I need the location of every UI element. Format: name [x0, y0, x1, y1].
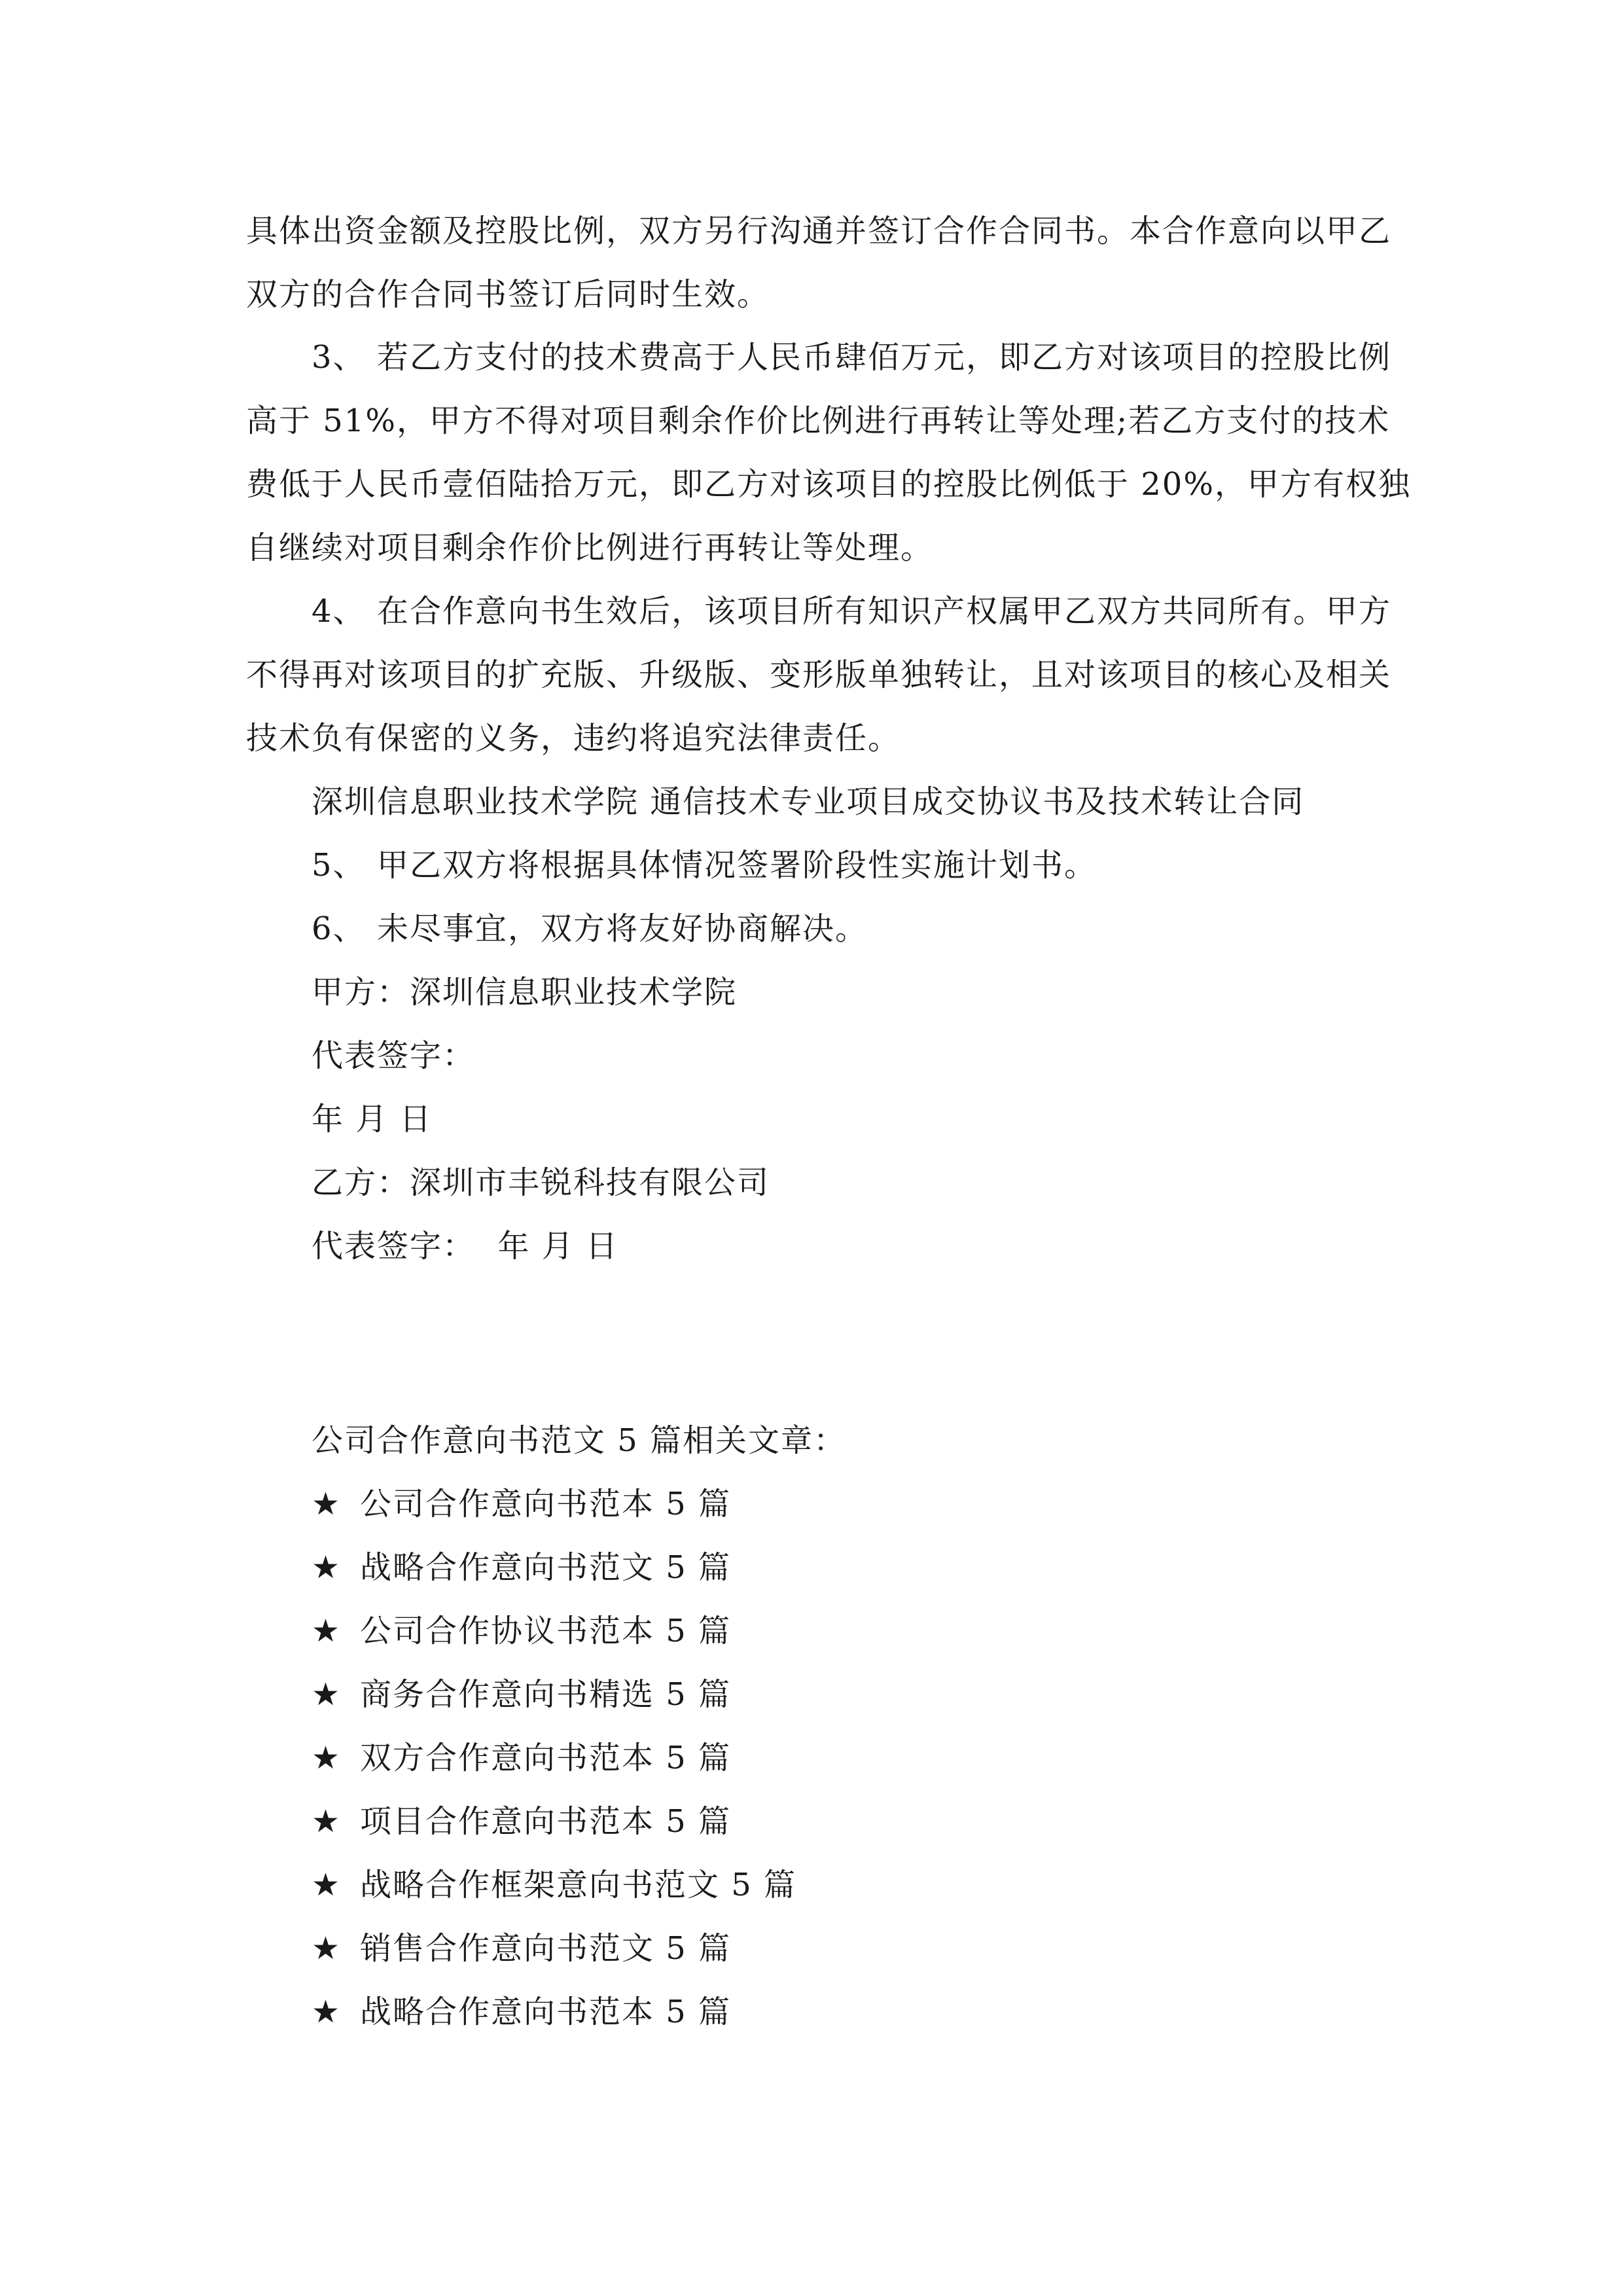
related-item-label[interactable]: 项目合作意向书范本 5 篇	[360, 1803, 732, 1840]
clause-6-text: 未尽事宜，双方将友好协商解决。	[377, 910, 868, 947]
related-item-label[interactable]: 公司合作意向书范本 5 篇	[360, 1486, 732, 1522]
related-item[interactable]	[246, 1536, 1378, 1600]
related-item-label[interactable]: 战略合作意向书范文 5 篇	[360, 1549, 732, 1586]
star-icon: ★	[312, 1549, 342, 1586]
text-line: 高于 51%，甲方不得对项目剩余作价比例进行再转让等处理;若乙方支付的技术	[246, 403, 1391, 439]
text-line: 自继续对项目剩余作价比例进行再转让等处理。	[246, 529, 934, 566]
text-line: 不得再对该项目的扩充版、升级版、变形版单独转让，且对该项目的核心及相关	[246, 656, 1392, 693]
related-item[interactable]	[246, 1981, 1378, 2044]
related-item[interactable]	[246, 1790, 1378, 1854]
party-b-signature-date: 代表签字： 年 月 日	[312, 1228, 619, 1265]
party-a-date: 年 月 日	[312, 1101, 433, 1138]
clause-5-number: 5、	[312, 847, 366, 884]
star-icon: ★	[312, 1740, 342, 1776]
clause-6	[246, 897, 1378, 961]
clause-6-number: 6、	[312, 910, 366, 947]
related-item[interactable]	[246, 1600, 1378, 1663]
clause-4-first-line	[246, 580, 1392, 643]
star-icon: ★	[312, 1676, 342, 1713]
clause-3-number: 3、	[312, 339, 366, 376]
paragraph-2-tail	[246, 200, 1392, 327]
related-item[interactable]	[246, 1663, 1378, 1727]
running-title: 深圳信息职业技术学院 通信技术专业项目成交协议书及技术转让合同	[312, 783, 1305, 820]
text-line: 在合作意向书生效后，该项目所有知识产权属甲乙双方共同所有。甲方	[377, 593, 1392, 630]
related-heading: 公司合作意向书范文 5 篇相关文章：	[312, 1422, 847, 1459]
text-line: 双方的合作合同书签订后同时生效。	[246, 276, 770, 313]
star-icon: ★	[312, 1486, 342, 1522]
closing-section	[246, 770, 1378, 1278]
star-icon: ★	[312, 1867, 342, 1903]
text-line: 技术负有保密的义务，违约将追究法律责任。	[246, 720, 901, 757]
related-item[interactable]	[246, 1473, 1378, 1536]
clause-4-number: 4、	[312, 593, 366, 630]
party-a: 甲方：深圳信息职业技术学院	[312, 974, 738, 1011]
text-line: 具体出资金额及控股比例，双方另行沟通并签订合作合同书。本合作意向以甲乙	[246, 213, 1392, 249]
star-icon: ★	[312, 1994, 342, 2030]
related-item-label[interactable]: 战略合作意向书范本 5 篇	[360, 1994, 732, 2030]
related-articles	[246, 1409, 1378, 2044]
star-icon: ★	[312, 1803, 342, 1840]
clause-5	[246, 834, 1378, 897]
related-item-label[interactable]: 商务合作意向书精选 5 篇	[360, 1676, 732, 1713]
text-line: 若乙方支付的技术费高于人民币肆佰万元，即乙方对该项目的控股比例	[377, 339, 1392, 376]
clause-3-first-line	[246, 326, 1392, 389]
clause-4	[246, 580, 1392, 770]
star-icon: ★	[312, 1930, 342, 1967]
related-item[interactable]	[246, 1917, 1378, 1981]
related-item-label[interactable]: 销售合作意向书范文 5 篇	[360, 1930, 732, 1967]
related-item-label[interactable]: 战略合作框架意向书范文 5 篇	[360, 1867, 797, 1903]
related-item-label[interactable]: 公司合作协议书范本 5 篇	[360, 1613, 732, 1649]
party-b: 乙方：深圳市丰锐科技有限公司	[312, 1164, 770, 1201]
text-line: 费低于人民币壹佰陆拾万元，即乙方对该项目的控股比例低于 20%，甲方有权独	[246, 466, 1411, 503]
clause-3	[246, 326, 1411, 580]
clause-5-text: 甲乙双方将根据具体情况签署阶段性实施计划书。	[377, 847, 1097, 884]
related-item[interactable]	[246, 1727, 1378, 1790]
related-item-label[interactable]: 双方合作意向书范本 5 篇	[360, 1740, 732, 1776]
related-item[interactable]	[246, 1854, 1378, 1917]
party-a-signature: 代表签字：	[312, 1037, 476, 1074]
star-icon: ★	[312, 1613, 342, 1649]
